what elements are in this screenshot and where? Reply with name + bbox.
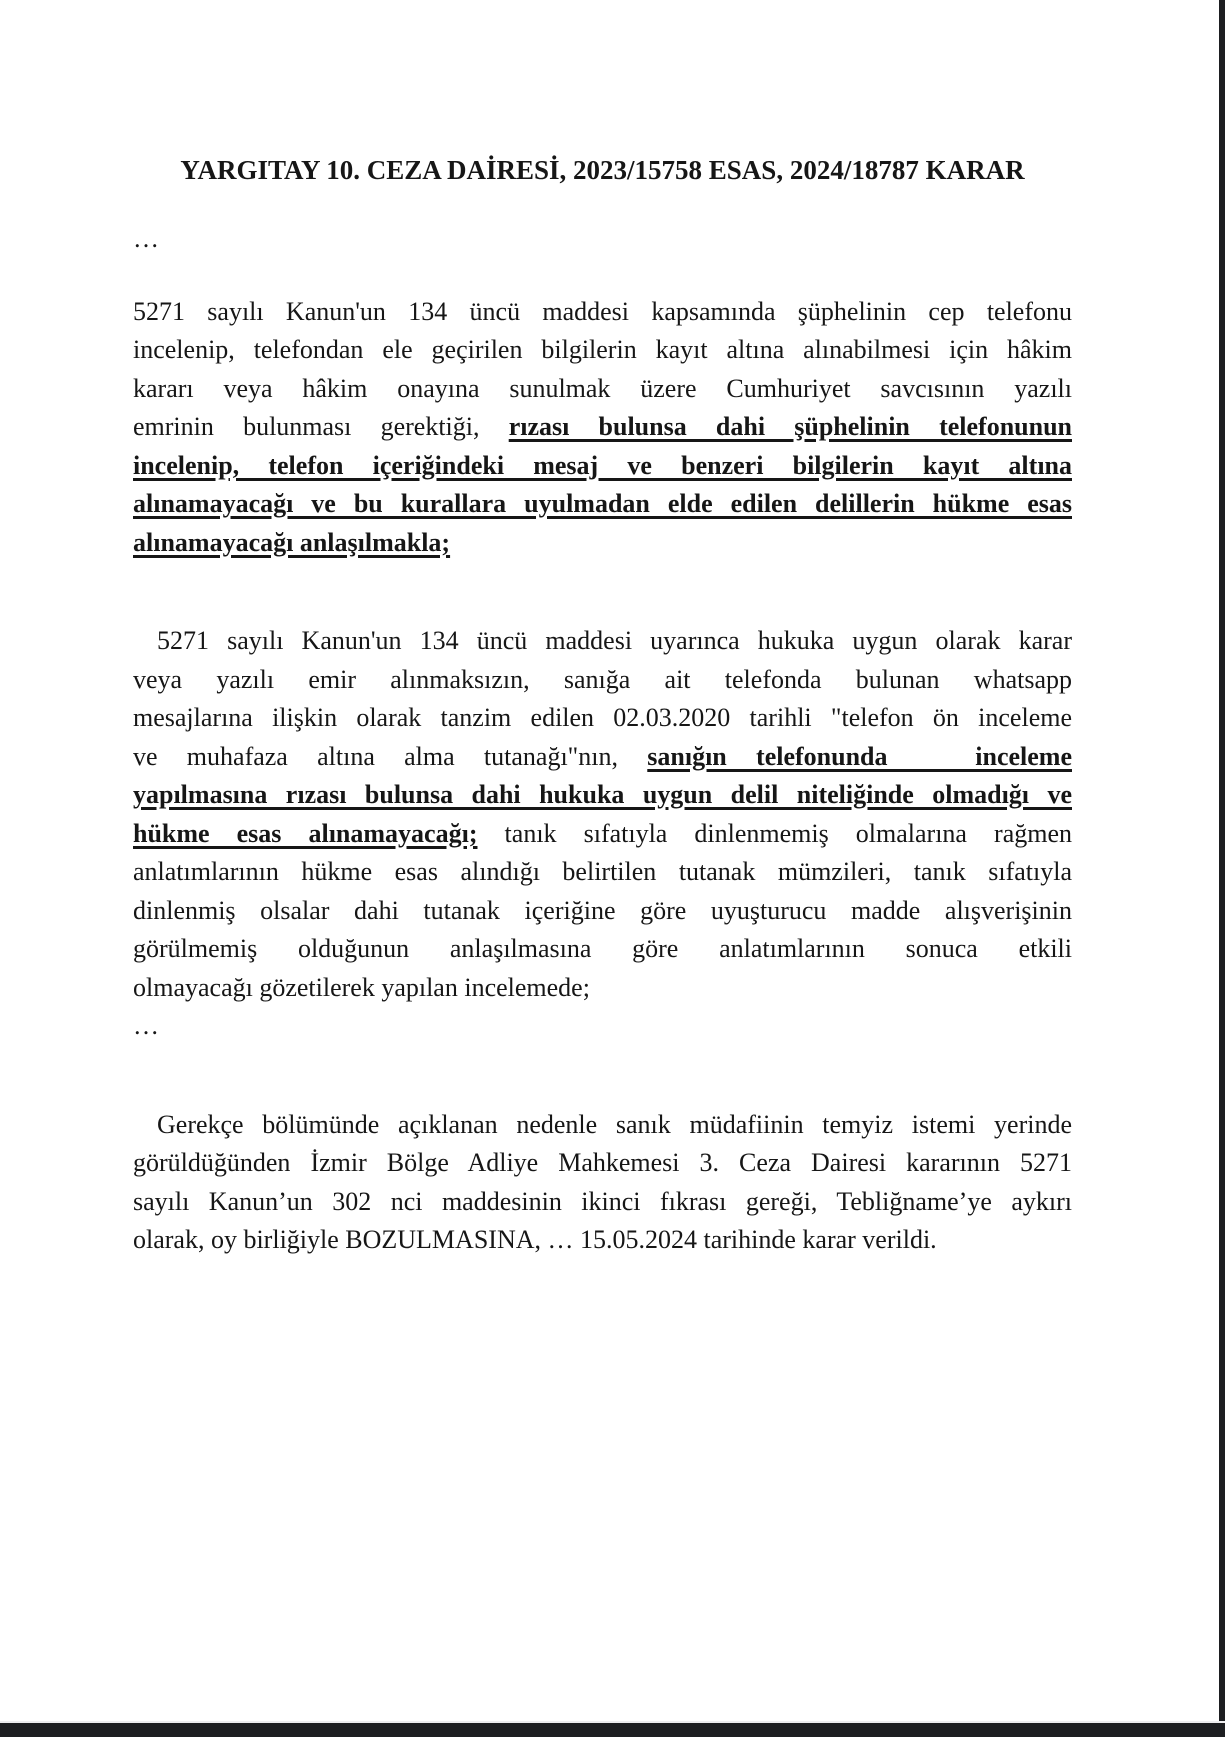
text-line [133, 892, 1072, 931]
text-segment: olmayacağı gözetilerek yapılan incelemede; [133, 972, 590, 1002]
emphasized-text-segment: sanığın telefonunda inceleme [647, 741, 1072, 771]
document-blocks [133, 220, 1072, 1260]
text-line [133, 969, 1072, 1008]
paragraph [133, 622, 1072, 1007]
text-line [133, 447, 1072, 486]
ellipsis-marker: … [133, 224, 161, 253]
ellipsis-marker: … [133, 1011, 161, 1040]
case-title: YARGITAY 10. CEZA DAİRESİ, 2023/15758 ESAS, 2024/18787 KARAR [180, 155, 1025, 185]
emphasized-text-segment: alınamayacağı anlaşılmakla; [133, 527, 451, 557]
text-line [133, 293, 1072, 332]
text-line [133, 815, 1072, 854]
emphasized-text-segment: incelenip, telefon içeriğindeki mesaj ve benzeri bilgilerin kayıt altına [133, 450, 1072, 480]
text-segment: sayılı Kanun’un 302 nci maddesinin ikinci fıkrası gereği, Tebliğname’ye aykırı [133, 1186, 1072, 1216]
text-line [133, 661, 1072, 700]
text-segment: görülmemiş olduğunun anlaşılmasına göre anlatımlarının sonuca etkili [133, 934, 1072, 963]
emphasized-text-segment: yapılmasına rızası bulunsa dahi hukuka uygun delil niteliğinde olmadığı ve [133, 780, 1072, 809]
emphasized-text-segment: hükme esas alınamayacağı; [133, 818, 478, 848]
text-line [133, 930, 1072, 969]
text-line [133, 853, 1072, 892]
document-body [133, 150, 1072, 1260]
text-line [133, 1221, 1072, 1260]
paragraph [133, 1106, 1072, 1260]
text-segment: Gerekçe bölümünde açıklanan nedenle sanık müdafiinin temyiz istemi yerinde [157, 1109, 1072, 1139]
text-line [133, 1183, 1072, 1222]
text-segment: 5271 sayılı Kanun'un 134 üncü maddesi uyarınca hukuka uygun olarak karar [157, 626, 1072, 655]
emphasized-text-segment: alınamayacağı ve bu kurallara uyulmadan elde edilen delillerin hükme esas [133, 489, 1072, 518]
text-line [133, 738, 1072, 777]
text-segment: incelenip, telefondan ele geçirilen bilgilerin kayıt altına alınabilmesi için hâkim [133, 335, 1072, 364]
text-line [133, 485, 1072, 524]
text-line [133, 524, 1072, 563]
text-segment: emrinin bulunması gerektiği, [133, 412, 509, 441]
paragraph [133, 293, 1072, 563]
text-segment: görüldüğünden İzmir Bölge Adliye Mahkemesi 3. Ceza Dairesi kararının 5271 [133, 1148, 1072, 1177]
bottom-edge-bar [0, 1721, 1225, 1737]
text-line [133, 331, 1072, 370]
text-segment: tanık sıfatıyla dinlenmemiş olmalarına rağmen [477, 818, 1072, 848]
right-edge-bar [1219, 0, 1225, 1737]
text-line [133, 776, 1072, 815]
text-line [133, 1106, 1072, 1145]
text-line [133, 1144, 1072, 1183]
text-segment: dinlenmiş olsalar dahi tutanak içeriğine göre uyuşturucu madde alışverişinin [133, 895, 1072, 925]
text-segment: veya yazılı emir alınmaksızın, sanığa ait telefonda bulunan whatsapp [133, 664, 1072, 694]
text-segment: olarak, oy birliğiyle BOZULMASINA, … 15.05.2024 tarihinde karar verildi. [133, 1225, 937, 1254]
text-segment: mesajlarına ilişkin olarak tanzim edilen 02.03.2020 tarihli "telefon ön inceleme [133, 703, 1072, 732]
text-line [133, 408, 1072, 447]
text-line [133, 699, 1072, 738]
text-line [133, 622, 1072, 661]
text-segment: ve muhafaza altına alma tutanağı"nın, [133, 741, 648, 771]
emphasized-text-segment: rızası bulunsa dahi şüphelinin telefonunun [508, 412, 1072, 441]
text-segment: kararı veya hâkim onayına sunulmak üzere Cumhuriyet savcısının yazılı [133, 373, 1072, 403]
text-line [133, 370, 1072, 409]
text-segment: 5271 sayılı Kanun'un 134 üncü maddesi kapsamında şüphelinin cep telefonu [133, 296, 1072, 326]
text-segment: anlatımlarının hükme esas alındığı belirtilen tutanak mümzileri, tanık sıfatıyla [133, 857, 1072, 886]
